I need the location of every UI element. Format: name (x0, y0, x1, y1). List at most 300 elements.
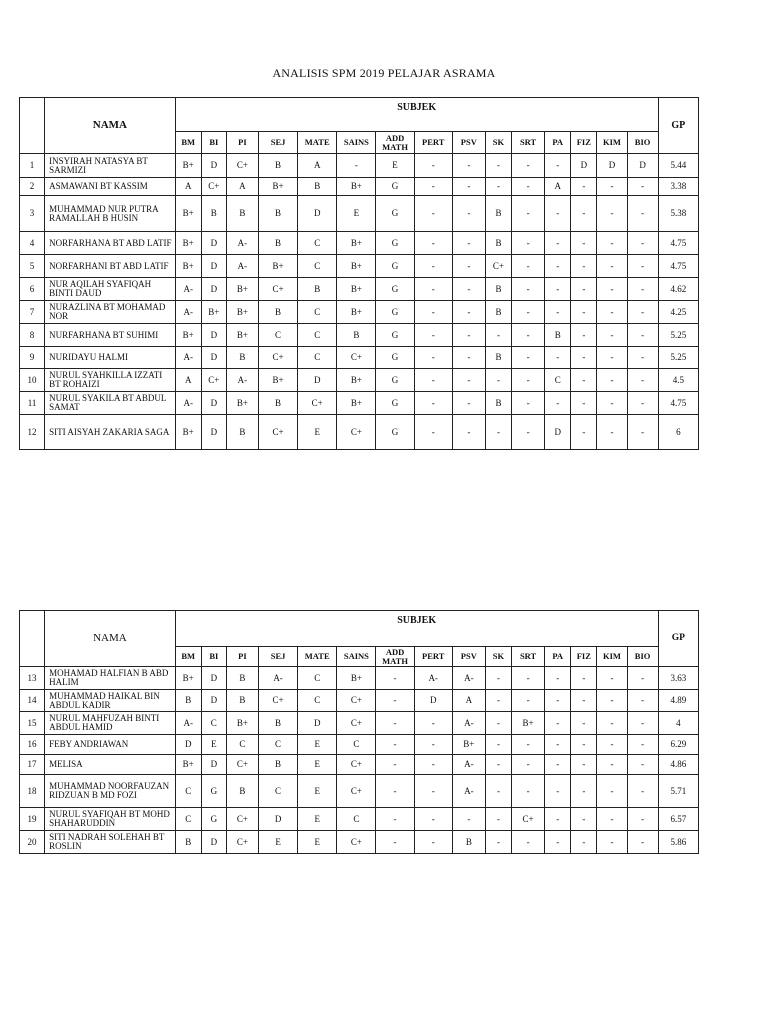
grade-cell: - (485, 775, 511, 808)
grade-cell: - (414, 324, 452, 347)
grade-cell: - (627, 178, 658, 196)
gp-value: 5.86 (658, 831, 698, 854)
grade-cell: - (512, 831, 545, 854)
grade-cell: A- (414, 667, 452, 690)
row-number: 2 (20, 178, 45, 196)
grade-cell: C+ (337, 775, 376, 808)
grade-cell: - (545, 196, 571, 232)
grade-cell: - (452, 369, 485, 392)
grade-cell: - (414, 232, 452, 255)
grade-cell: B+ (226, 392, 258, 415)
grade-cell: - (627, 775, 658, 808)
grade-cell: - (414, 369, 452, 392)
grade-cell: C (337, 808, 376, 831)
gp-value: 4.89 (658, 690, 698, 712)
grade-cell: - (485, 755, 511, 775)
grade-cell: - (485, 369, 511, 392)
grade-cell: D (414, 690, 452, 712)
grade-cell: - (627, 831, 658, 854)
grade-cell: D (201, 392, 226, 415)
results-table-2 (19, 610, 699, 854)
student-name: FEBY ANDRIAWAN (45, 735, 176, 755)
grade-cell: C (175, 775, 201, 808)
grade-cell: A- (452, 712, 485, 735)
student-name: MOHAMAD HALFIAN B ABD HALIM (45, 667, 176, 690)
grade-cell: - (571, 178, 597, 196)
gp-value: 4.5 (658, 369, 698, 392)
grade-cell: - (571, 775, 597, 808)
grade-cell: - (545, 154, 571, 178)
grade-cell: B (258, 232, 297, 255)
grade-cell: - (627, 755, 658, 775)
grade-cell: - (512, 196, 545, 232)
grade-cell: - (485, 831, 511, 854)
grade-cell: D (175, 735, 201, 755)
subject-header-pert: PERT (414, 647, 452, 667)
grade-cell: - (597, 667, 627, 690)
table-row (20, 831, 699, 854)
grade-cell: - (485, 690, 511, 712)
grade-cell: - (571, 324, 597, 347)
subject-header-sej: SEJ (258, 132, 297, 154)
grade-cell: A- (226, 255, 258, 278)
grade-cell: G (201, 775, 226, 808)
gp-value: 6.29 (658, 735, 698, 755)
grade-cell: - (414, 712, 452, 735)
grade-cell: - (452, 415, 485, 450)
subject-header-sk: SK (485, 647, 511, 667)
grade-cell: A (175, 178, 201, 196)
grade-cell: G (376, 324, 414, 347)
grade-cell: - (452, 255, 485, 278)
grade-cell: B+ (175, 324, 201, 347)
grade-cell: G (376, 369, 414, 392)
grade-cell: B+ (175, 255, 201, 278)
grade-cell: C (175, 808, 201, 831)
grade-cell: B+ (452, 735, 485, 755)
gp-value: 3.38 (658, 178, 698, 196)
subject-header-pert: PERT (414, 132, 452, 154)
grade-cell: B+ (258, 178, 297, 196)
row-number: 8 (20, 324, 45, 347)
grade-cell: B+ (175, 154, 201, 178)
subjek-header: SUBJEK (175, 611, 658, 647)
grade-cell: B (258, 196, 297, 232)
gp-value: 5.38 (658, 196, 698, 232)
grade-cell: C+ (337, 755, 376, 775)
grade-cell: E (376, 154, 414, 178)
table-row (20, 154, 699, 178)
grade-cell: B (258, 301, 297, 324)
grade-cell: - (512, 369, 545, 392)
grade-cell: A- (258, 667, 297, 690)
grade-cell: B (226, 667, 258, 690)
grade-cell: C+ (337, 831, 376, 854)
row-number: 18 (20, 775, 45, 808)
grade-cell: - (571, 196, 597, 232)
grade-cell: - (452, 154, 485, 178)
subject-header-srt: SRT (512, 647, 545, 667)
grade-cell: - (512, 278, 545, 301)
gp-header: GP (658, 611, 698, 667)
grade-cell: - (512, 755, 545, 775)
grade-cell: A- (175, 301, 201, 324)
table-row (20, 667, 699, 690)
grade-cell: B (226, 415, 258, 450)
nama-header: NAMA (45, 611, 176, 667)
grade-cell: - (452, 232, 485, 255)
grade-cell: A- (452, 755, 485, 775)
gp-value: 4.62 (658, 278, 698, 301)
grade-cell: - (545, 735, 571, 755)
grade-cell: C+ (201, 178, 226, 196)
grade-cell: - (485, 178, 511, 196)
grade-cell: B (337, 324, 376, 347)
row-number: 11 (20, 392, 45, 415)
grade-cell: - (512, 667, 545, 690)
grade-cell: A (226, 178, 258, 196)
gp-value: 5.44 (658, 154, 698, 178)
grade-cell: B (485, 232, 511, 255)
grade-cell: E (298, 755, 337, 775)
grade-cell: - (452, 278, 485, 301)
grade-cell: - (452, 178, 485, 196)
grade-cell: C+ (201, 369, 226, 392)
grade-cell: - (452, 347, 485, 369)
grade-cell: - (545, 831, 571, 854)
grade-cell: - (571, 831, 597, 854)
grade-cell: B (226, 775, 258, 808)
grade-cell: C+ (337, 347, 376, 369)
grade-cell: B (258, 392, 297, 415)
gp-value: 3.63 (658, 667, 698, 690)
grade-cell: B (201, 196, 226, 232)
table-row (20, 178, 699, 196)
grade-cell: D (201, 690, 226, 712)
student-name: NUR AQILAH SYAFIQAH BINTI DAUD (45, 278, 176, 301)
grade-cell: - (485, 415, 511, 450)
grade-cell: G (376, 347, 414, 369)
grade-cell: B (258, 712, 297, 735)
grade-cell: - (627, 712, 658, 735)
student-name: NORFARHANA BT ABD LATIF (45, 232, 176, 255)
grade-cell: E (201, 735, 226, 755)
grade-cell: A- (452, 667, 485, 690)
gp-value: 5.71 (658, 775, 698, 808)
grade-cell: D (298, 196, 337, 232)
grade-cell: - (627, 667, 658, 690)
grade-cell: B+ (258, 369, 297, 392)
grade-cell: - (414, 347, 452, 369)
row-number: 1 (20, 154, 45, 178)
grade-cell: - (414, 831, 452, 854)
gp-value: 6 (658, 415, 698, 450)
grade-cell: C (258, 775, 297, 808)
grade-cell: C+ (512, 808, 545, 831)
grade-cell: - (597, 831, 627, 854)
table-row (20, 232, 699, 255)
grade-cell: C+ (226, 755, 258, 775)
row-number: 7 (20, 301, 45, 324)
row-number: 10 (20, 369, 45, 392)
student-name: NURAZLINA BT MOHAMAD NOR (45, 301, 176, 324)
grade-cell: B+ (201, 301, 226, 324)
grade-cell: - (512, 690, 545, 712)
grade-cell: - (414, 415, 452, 450)
gp-value: 4.75 (658, 255, 698, 278)
grade-cell: B+ (258, 255, 297, 278)
results-table-1 (19, 97, 699, 450)
subject-header-add-math: ADD MATH (376, 132, 414, 154)
grade-cell: B+ (226, 712, 258, 735)
grade-cell: A (452, 690, 485, 712)
subject-header-kim: KIM (597, 647, 627, 667)
student-name: INSYIRAH NATASYA BT SARMIZI (45, 154, 176, 178)
grade-cell: - (627, 301, 658, 324)
grade-cell: - (571, 255, 597, 278)
grade-cell: G (201, 808, 226, 831)
table-row (20, 301, 699, 324)
grade-cell: - (571, 690, 597, 712)
grade-cell: - (452, 196, 485, 232)
grade-cell: - (414, 735, 452, 755)
grade-cell: - (545, 667, 571, 690)
table-row (20, 775, 699, 808)
grade-cell: D (201, 324, 226, 347)
grade-cell: - (545, 232, 571, 255)
grade-cell: - (597, 301, 627, 324)
grade-cell: - (627, 690, 658, 712)
grade-cell: - (414, 196, 452, 232)
grade-cell: C+ (298, 392, 337, 415)
grade-cell: B (226, 690, 258, 712)
row-number: 15 (20, 712, 45, 735)
gp-value: 4.25 (658, 301, 698, 324)
grade-cell: - (452, 808, 485, 831)
grade-cell: - (571, 415, 597, 450)
row-number: 16 (20, 735, 45, 755)
table-row (20, 324, 699, 347)
grade-cell: D (597, 154, 627, 178)
grade-cell: - (512, 324, 545, 347)
gp-value: 5.25 (658, 347, 698, 369)
table-row (20, 392, 699, 415)
grade-cell: C (545, 369, 571, 392)
grade-cell: C (298, 301, 337, 324)
grade-cell: - (627, 808, 658, 831)
grade-cell: B+ (175, 755, 201, 775)
grade-cell: C+ (337, 690, 376, 712)
table-row (20, 712, 699, 735)
grade-cell: - (627, 232, 658, 255)
grade-cell: - (571, 755, 597, 775)
grade-cell: B (175, 690, 201, 712)
grade-cell: D (201, 347, 226, 369)
grade-cell: - (485, 667, 511, 690)
grade-cell: B+ (226, 324, 258, 347)
grade-cell: A- (175, 712, 201, 735)
grade-cell: - (545, 347, 571, 369)
grade-cell: A- (452, 775, 485, 808)
grade-cell: D (298, 369, 337, 392)
grade-cell: - (512, 178, 545, 196)
grade-cell: D (201, 415, 226, 450)
grade-cell: A- (175, 392, 201, 415)
grade-cell: E (298, 831, 337, 854)
grade-cell: G (376, 196, 414, 232)
table-row (20, 347, 699, 369)
grade-cell: - (414, 154, 452, 178)
grade-cell: - (545, 808, 571, 831)
subject-header-sej: SEJ (258, 647, 297, 667)
grade-cell: - (597, 690, 627, 712)
grade-cell: D (627, 154, 658, 178)
grade-cell: E (298, 415, 337, 450)
subject-header-bio: BIO (627, 647, 658, 667)
grade-cell: - (485, 808, 511, 831)
row-number: 13 (20, 667, 45, 690)
grade-cell: - (376, 712, 414, 735)
gp-value: 4.86 (658, 755, 698, 775)
grade-cell: C (298, 232, 337, 255)
grade-cell: - (545, 690, 571, 712)
grade-cell: - (597, 278, 627, 301)
grade-cell: - (376, 831, 414, 854)
grade-cell: E (298, 735, 337, 755)
grade-cell: - (452, 392, 485, 415)
subject-header-sk: SK (485, 132, 511, 154)
grade-cell: - (627, 324, 658, 347)
grade-cell: C (298, 667, 337, 690)
grade-cell: - (597, 808, 627, 831)
student-name: NURUL SYAFIQAH BT MOHD SHAHARUDDIN (45, 808, 176, 831)
grade-cell: B+ (337, 667, 376, 690)
grade-cell: - (414, 755, 452, 775)
grade-cell: - (571, 347, 597, 369)
grade-cell: B+ (337, 278, 376, 301)
subject-header-add-math: ADD MATH (376, 647, 414, 667)
grade-cell: C+ (485, 255, 511, 278)
grade-cell: B (226, 196, 258, 232)
grade-cell: C+ (337, 712, 376, 735)
grade-cell: D (201, 667, 226, 690)
subject-header-srt: SRT (512, 132, 545, 154)
grade-cell: D (571, 154, 597, 178)
table-row (20, 369, 699, 392)
grade-cell: - (571, 735, 597, 755)
grade-cell: - (414, 178, 452, 196)
subject-header-mate: MATE (298, 132, 337, 154)
grade-cell: B+ (337, 232, 376, 255)
student-name: NURFARHANA BT SUHIMI (45, 324, 176, 347)
grade-cell: - (597, 712, 627, 735)
grade-cell: G (376, 392, 414, 415)
grade-cell: - (627, 278, 658, 301)
grade-cell: - (414, 808, 452, 831)
student-name: MUHAMMAD NUR PUTRA RAMALLAH B HUSIN (45, 196, 176, 232)
row-number: 5 (20, 255, 45, 278)
grade-cell: - (376, 808, 414, 831)
subject-header-bi: BI (201, 647, 226, 667)
row-number-header (20, 611, 45, 667)
grade-cell: B (258, 755, 297, 775)
gp-value: 4 (658, 712, 698, 735)
subject-header-fiz: FIZ (571, 132, 597, 154)
subject-header-bi: BI (201, 132, 226, 154)
grade-cell: C (337, 735, 376, 755)
grade-cell: - (545, 255, 571, 278)
grade-cell: - (571, 667, 597, 690)
subjek-header: SUBJEK (175, 98, 658, 132)
grade-cell: C (298, 347, 337, 369)
table-row (20, 808, 699, 831)
grade-cell: A- (175, 278, 201, 301)
student-name: NORFARHANI BT ABD LATIF (45, 255, 176, 278)
grade-cell: G (376, 232, 414, 255)
gp-value: 6.57 (658, 808, 698, 831)
grade-cell: C+ (258, 415, 297, 450)
grade-cell: C (226, 735, 258, 755)
row-number: 20 (20, 831, 45, 854)
student-name: SITI AISYAH ZAKARIA SAGA (45, 415, 176, 450)
grade-cell: - (376, 735, 414, 755)
grade-cell: - (512, 255, 545, 278)
grade-cell: B (258, 154, 297, 178)
table-row (20, 196, 699, 232)
grade-cell: C+ (258, 690, 297, 712)
grade-cell: - (571, 278, 597, 301)
grade-cell: A (175, 369, 201, 392)
table-row (20, 278, 699, 301)
grade-cell: A- (175, 347, 201, 369)
grade-cell: C+ (258, 347, 297, 369)
grade-cell: D (201, 255, 226, 278)
grade-cell: A- (226, 369, 258, 392)
table-row (20, 755, 699, 775)
grade-cell: B+ (337, 255, 376, 278)
subject-header-psv: PSV (452, 647, 485, 667)
grade-cell: - (512, 735, 545, 755)
student-name: MUHAMMAD HAIKAL BIN ABDUL KADIR (45, 690, 176, 712)
grade-cell: - (627, 415, 658, 450)
grade-cell: C+ (226, 154, 258, 178)
grade-cell: B+ (226, 278, 258, 301)
grade-cell: C+ (258, 278, 297, 301)
row-number: 3 (20, 196, 45, 232)
grade-cell: - (597, 392, 627, 415)
grade-cell: - (376, 775, 414, 808)
grade-cell: C+ (337, 415, 376, 450)
nama-header: NAMA (45, 98, 176, 154)
grade-cell: C (258, 735, 297, 755)
grade-cell: G (376, 301, 414, 324)
grade-cell: B (298, 278, 337, 301)
grade-cell: - (545, 712, 571, 735)
grade-cell: G (376, 278, 414, 301)
subject-header-pa: PA (545, 647, 571, 667)
subject-header-bm: BM (175, 132, 201, 154)
grade-cell: C+ (226, 808, 258, 831)
grade-cell: - (597, 178, 627, 196)
page-title: ANALISIS SPM 2019 PELAJAR ASRAMA (272, 66, 496, 80)
grade-cell: D (201, 154, 226, 178)
grade-cell: - (545, 278, 571, 301)
grade-cell: - (452, 301, 485, 324)
grade-cell: C (201, 712, 226, 735)
grade-cell: - (597, 755, 627, 775)
grade-cell: B (452, 831, 485, 854)
gp-value: 4.75 (658, 392, 698, 415)
